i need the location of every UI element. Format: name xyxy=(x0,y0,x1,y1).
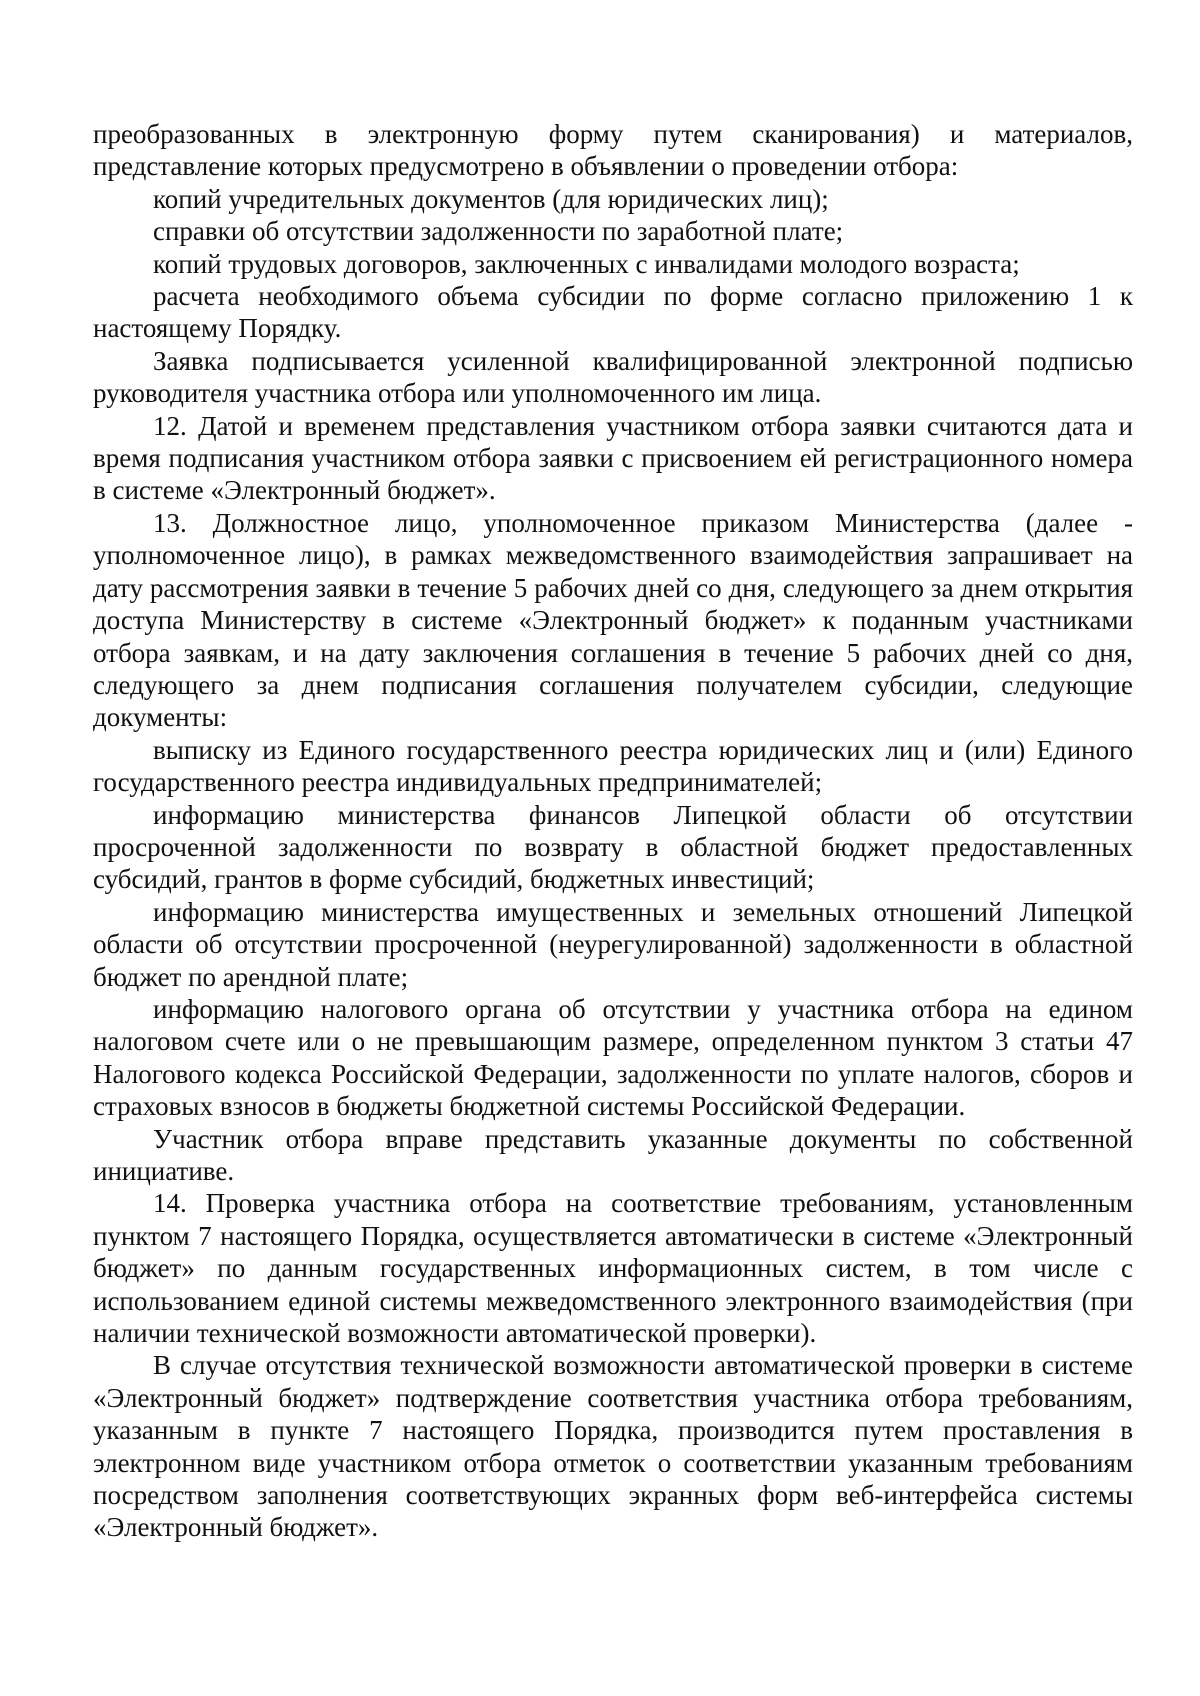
paragraph-tax-authority-info: информацию налогового органа об отсутствии у участника отбора на едином налоговом счете или о не превышающим размере, определенном пунктом 3 статьи 47 Налогового кодекса Российской Федерации, задолженности по уплате налогов, сборов и страховых взносов в бюджеты бюджетной системы Российской Федерации. xyxy=(93,993,1133,1122)
paragraph-registry-extract: выписку из Единого государственного реестра юридических лиц и (или) Единого государственного реестра индивидуальных предпринимателей; xyxy=(93,734,1133,798)
paragraph-manual-verification: В случае отсутствия технической возможности автоматической проверки в системе «Электронный бюджет» подтверждение соответствия участника отбора требованиям, указанным в пункте 7 настоящего Порядка, производится путем проставления в электронном виде участником отбора отметок о соответствии указанным требованиям посредством заполнения соответствующих экранных форм веб-интерфейса системы «Электронный бюджет». xyxy=(93,1350,1133,1543)
paragraph-finance-ministry-info: информацию министерства финансов Липецкой области об отсутствии просроченной задолженности по возврату в областной бюджет предоставленных субсидий, грантов в форме субсидий, бюджетных инвестиций; xyxy=(93,799,1133,895)
paragraph-own-initiative: Участник отбора вправе представить указанные документы по собственной инициативе. xyxy=(93,1123,1133,1186)
paragraph-subsidy-calculation: расчета необходимого объема субсидии по форме согласно приложению 1 к настоящему Порядку. xyxy=(93,281,1133,344)
document-page xyxy=(93,118,1133,1544)
paragraph-item-13: 13. Должностное лицо, уполномоченное приказом Министерства (далее - уполномоченное лицо), в рамках межведомственного взаимодействия запрашивает на дату рассмотрения заявки в течение 5 рабочих дней со дня, следующего за днем открытия доступа Министерству в системе «Электронный бюджет» к поданным участниками отбора заявкам, и на дату заключения соглашения в течение 5 рабочих дней со дня, следующего за днем подписания соглашения получателем субсидии, следующие документы: xyxy=(93,507,1133,733)
paragraph-item-14: 14. Проверка участника отбора на соответствие требованиям, установленным пунктом 7 настоящего Порядка, осуществляется автоматически в системе «Электронный бюджет» по данным государственных информационных систем, в том числе с использованием единой системы межведомственного электронного взаимодействия (при наличии технической возможности автоматической проверки). xyxy=(93,1188,1133,1349)
paragraph-labor-contracts: копий трудовых договоров, заключенных с инвалидами молодого возраста; xyxy=(153,248,1020,279)
paragraph-continuation: преобразованных в электронную форму путем сканирования) и материалов, представление которых предусмотрено в объявлении о проведении отбора: xyxy=(93,119,1133,182)
paragraph-application-signature: Заявка подписывается усиленной квалифицированной электронной подписью руководителя участника отбора или уполномоченного им лица. xyxy=(93,345,1133,409)
paragraph-founding-documents: копий учредительных документов (для юридических лиц); xyxy=(153,183,829,214)
paragraph-property-ministry-info: информацию министерства имущественных и земельных отношений Липецкой области об отсутствии просроченной (неурегулированной) задолженности в областной бюджет по арендной плате; xyxy=(93,896,1133,992)
paragraph-salary-debt-certificate: справки об отсутствии задолженности по заработной плате; xyxy=(153,216,844,247)
paragraph-item-12: 12. Датой и временем представления участником отбора заявки считаются дата и время подписания участником отбора заявки с присвоением ей регистрационного номера в системе «Электронный бюджет». xyxy=(93,410,1133,506)
